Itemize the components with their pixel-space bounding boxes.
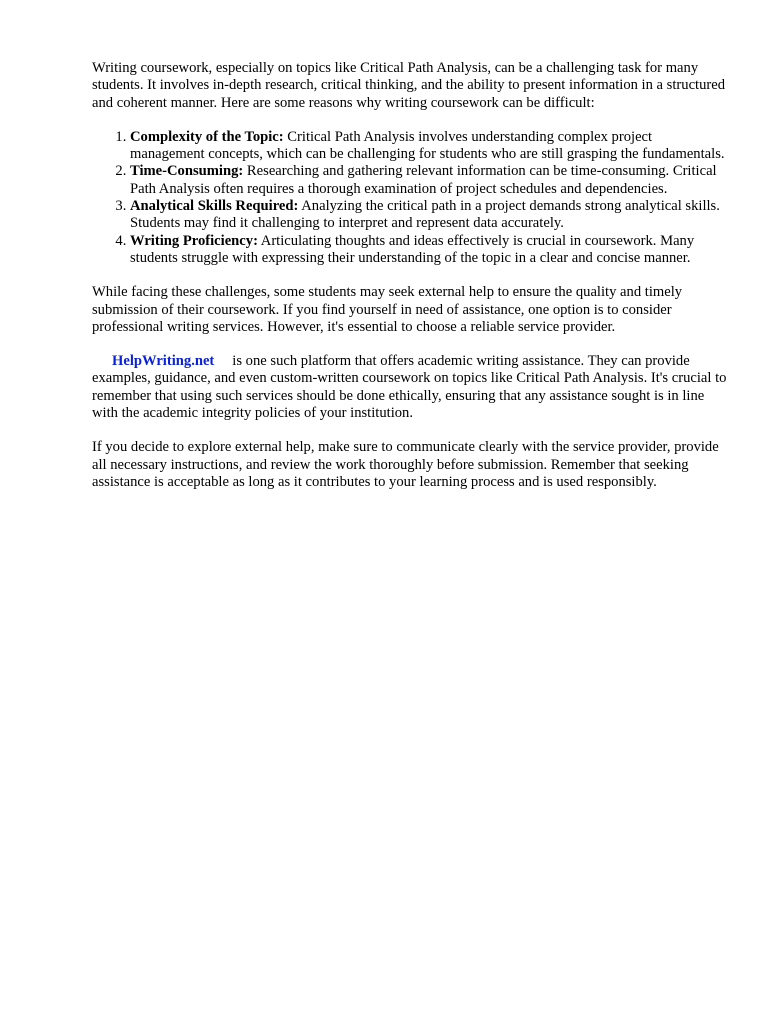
list-item-text: Analyzing the critical path in a project demands strong analytical skills. Students may find it challenging to interpret and represent data accurately. [130, 198, 720, 232]
closing-paragraph: If you decide to explore external help, make sure to communicate clearly with the service provider, provide all necessary instructions, and review the work thoroughly before submission. Remember that seeking assistance is acceptable as long as it contributes to your learning process and is used responsibly. [92, 439, 719, 490]
list-item [130, 198, 728, 233]
list-item-text: Critical Path Analysis involves understanding complex project management concepts, which can be challenging for students who are still grasping the fundamentals. [130, 128, 725, 163]
helpwriting-link[interactable]: HelpWriting.net [112, 353, 215, 370]
list-item-term: Analytical Skills Required: [130, 198, 299, 215]
reasons-list [92, 129, 728, 267]
list-item [130, 163, 728, 198]
list-item-text: Articulating thoughts and ideas effectively is crucial in coursework. Many students struggle with expressing their understanding of the topic in a clear and concise manner. [130, 232, 695, 266]
list-item [130, 233, 728, 268]
platform-paragraph [92, 353, 728, 422]
list-item-term: Writing Proficiency: [130, 232, 258, 249]
intro-paragraph: Writing coursework, especially on topics like Critical Path Analysis, can be a challenging task for many students. It involves in-depth research, critical thinking, and the ability to present information in a structured and coherent manner. Here are some reasons why writing coursework can be difficult: [92, 60, 726, 111]
list-item-term: Complexity of the Topic: [130, 128, 284, 145]
challenges-paragraph: While facing these challenges, some students may seek external help to ensure the quality and timely submission of their coursework. If you find yourself in need of assistance, one option is to consider professional writing services. However, it's essential to choose a reliable service provider. [92, 284, 683, 335]
platform-text: is one such platform that offers academic writing assistance. They can provide examples, guidance, and even custom-written coursework on topics like Critical Path Analysis. It's crucial to remember that using such services should be done ethically, ensuring that any assistance sought is in line with the academic integrity policies of your institution. [92, 353, 727, 422]
document-page [92, 60, 728, 508]
list-item-text: Researching and gathering relevant information can be time-consuming. Critical Path Analysis often requires a thorough examination of project schedules and dependencies. [130, 163, 717, 197]
list-item [130, 129, 728, 164]
list-item-term: Time-Consuming: [130, 163, 244, 180]
